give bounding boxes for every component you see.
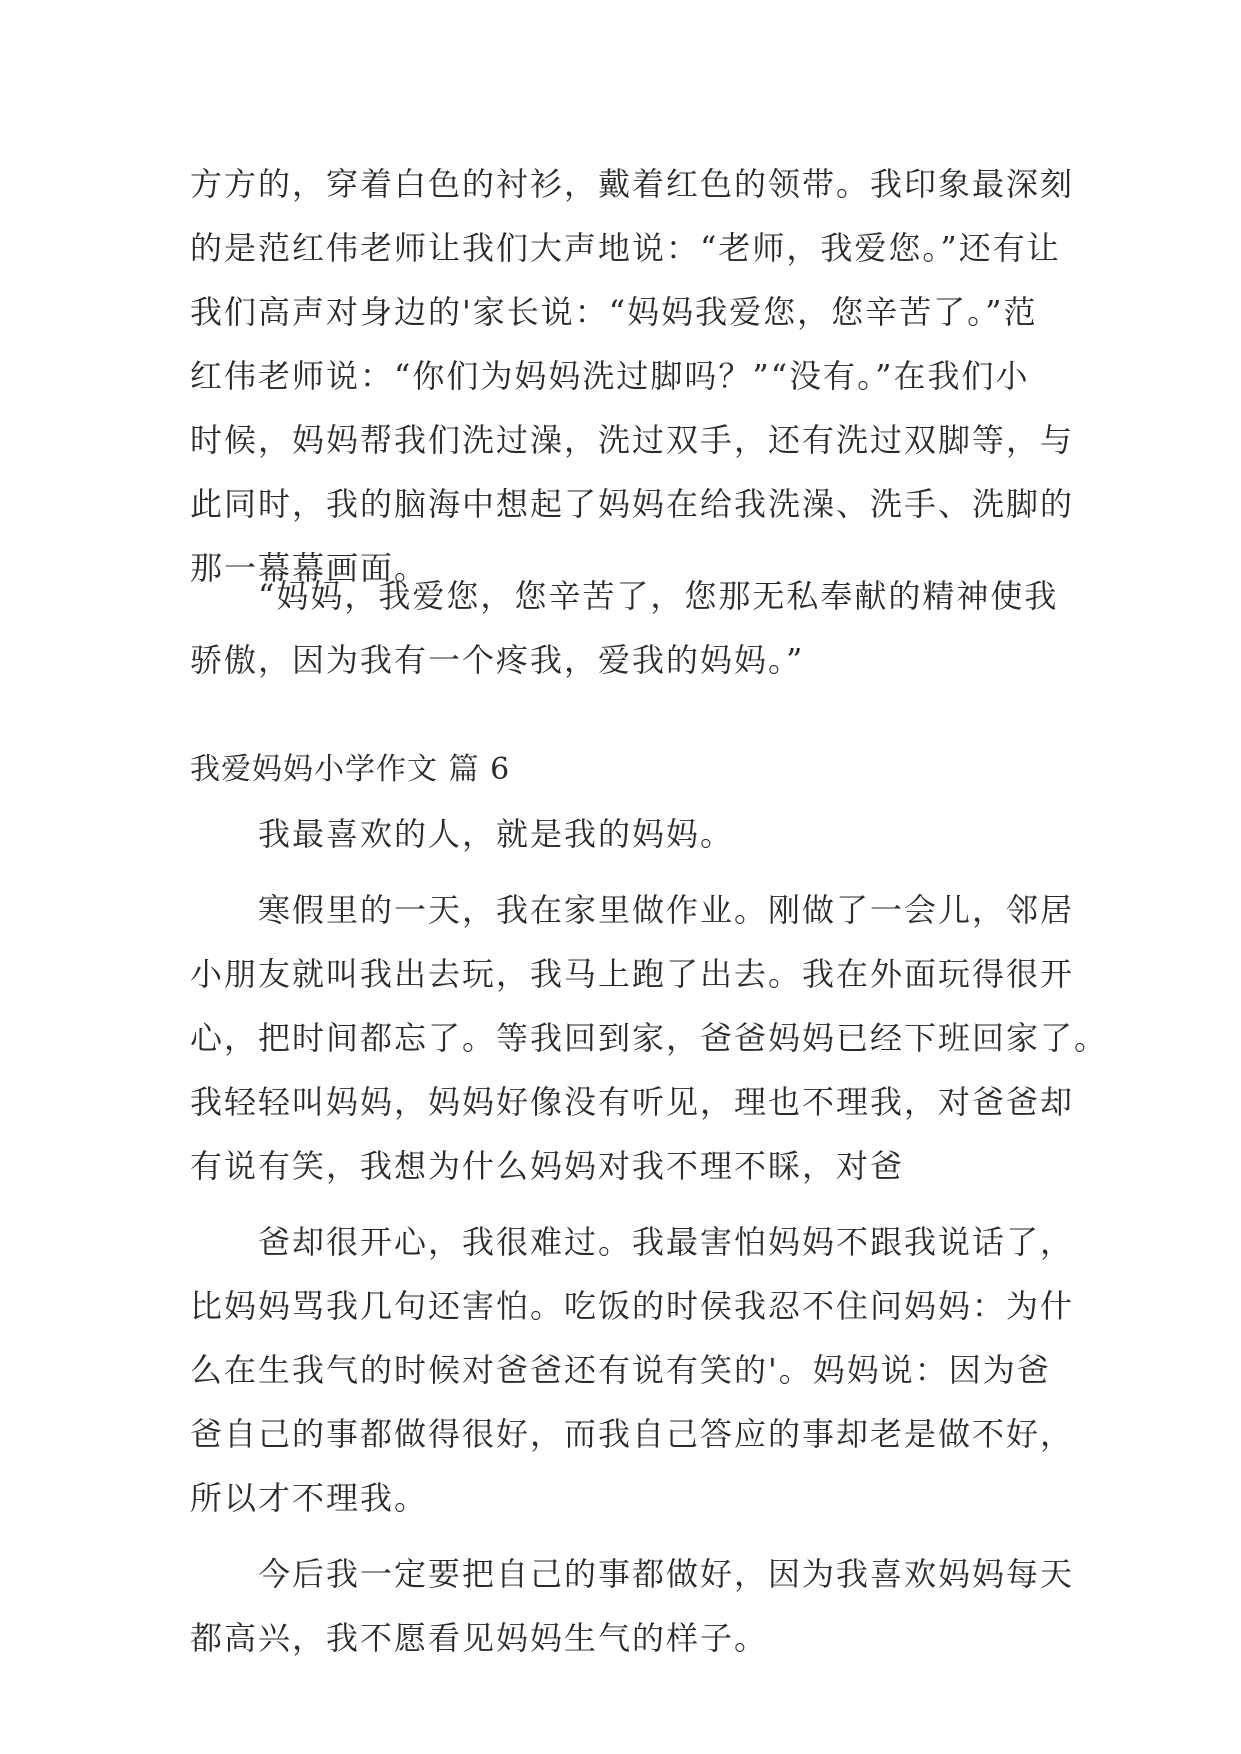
text-line: 爸自己的事都做得很好，而我自己答应的事却老是做不好， xyxy=(190,1415,1075,1453)
paragraph-4 xyxy=(190,878,1109,1198)
text-line: 的是范红伟老师让我们大声地说：“老师，我爱您。”还有让 xyxy=(190,229,1061,267)
text-line: 比妈妈骂我几句还害怕。吃饭的时侯我忍不住问妈妈：为什 xyxy=(190,1287,1075,1325)
text-line: 此同时，我的脑海中想起了妈妈在给我洗澡、洗手、洗脚的 xyxy=(190,485,1075,523)
paragraph-3 xyxy=(190,802,1060,866)
text-line: 方方的，穿着白色的衬衫，戴着红色的领带。我印象最深刻 xyxy=(190,165,1075,203)
paragraph-2 xyxy=(190,564,1060,692)
text-line: 我们高声对身边的'家长说：“妈妈我爱您，您辛苦了。”范 xyxy=(190,293,1038,331)
text-line: 红伟老师说：“你们为妈妈洗过脚吗？”“没有。”在我们小 xyxy=(190,357,1030,395)
paragraph-6 xyxy=(190,1542,1075,1670)
text-line: 所以才不理我。 xyxy=(190,1479,429,1517)
text-line: 那一幕幕画面。 xyxy=(190,549,429,587)
text-line: 都高兴，我不愿看见妈妈生气的样子。 xyxy=(190,1619,769,1657)
paragraph-5 xyxy=(190,1210,1075,1530)
text-line: 小朋友就叫我出去玩，我马上跑了出去。我在外面玩得很开 xyxy=(190,955,1075,993)
text-line: “妈妈，我爱您，您辛苦了，您那无私奉献的精神使我 xyxy=(258,577,1059,615)
text-line: 么在生我气的时候对爸爸还有说有笑的'。妈妈说：因为爸 xyxy=(190,1351,1051,1389)
text-line: 有说有笑，我想为什么妈妈对我不理不睬，对爸 xyxy=(190,1147,905,1185)
text-line: 骄傲，因为我有一个疼我，爱我的妈妈。” xyxy=(190,641,805,679)
text-line: 我轻轻叫妈妈，妈妈好像没有听见，理也不理我，对爸爸却 xyxy=(190,1083,1075,1121)
text-line: 心，把时间都忘了。等我回到家，爸爸妈妈已经下班回家了。 xyxy=(190,1019,1109,1057)
text-line: 时候，妈妈帮我们洗过澡，洗过双手，还有洗过双脚等，与 xyxy=(190,421,1075,459)
text-line: 我最喜欢的人，就是我的妈妈。 xyxy=(258,815,735,853)
text-line: 今后我一定要把自己的事都做好，因为我喜欢妈妈每天 xyxy=(258,1555,1075,1593)
text-line: 寒假里的一天，我在家里做作业。刚做了一会儿，邻居 xyxy=(258,891,1075,929)
text-line: 爸却很开心，我很难过。我最害怕妈妈不跟我说话了， xyxy=(258,1223,1075,1261)
section-heading: 我爱妈妈小学作文 篇 6 xyxy=(190,752,511,787)
paragraph-1 xyxy=(190,152,1075,600)
